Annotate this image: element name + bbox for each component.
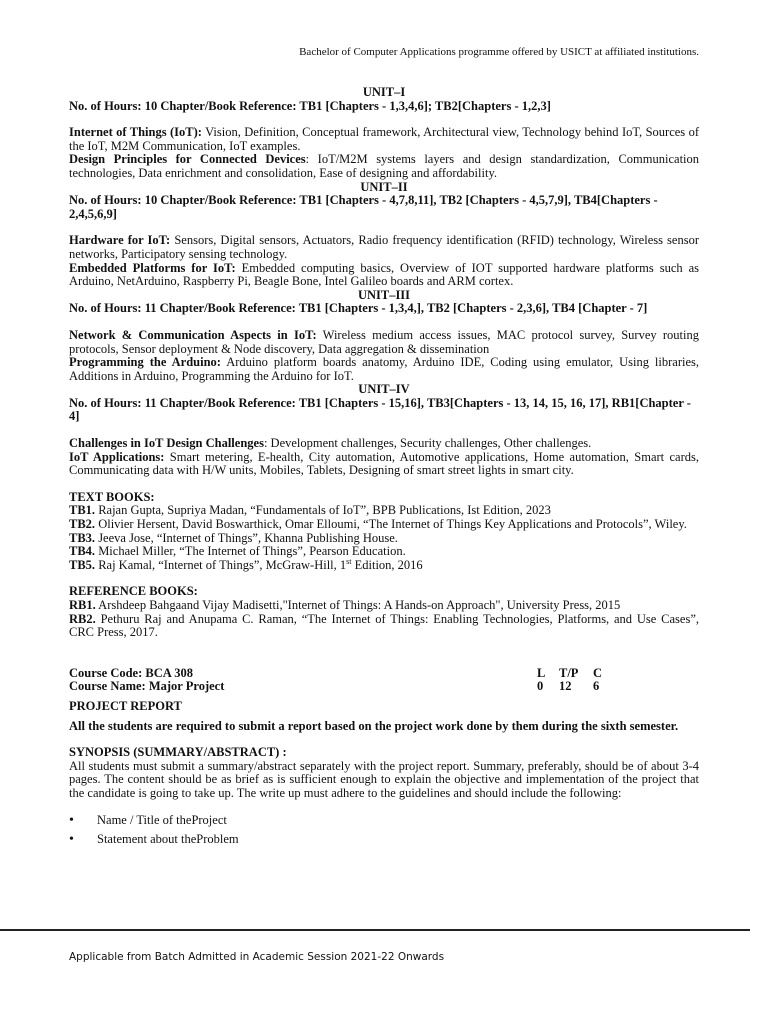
unit-hours: No. of Hours: 10 Chapter/Book Reference: TB1 [Chapters - 1,3,4,6]; TB2[Chapters - 1,2,3] bbox=[69, 98, 551, 113]
synopsis-heading: SYNOPSIS (SUMMARY/ABSTRACT) : bbox=[69, 745, 287, 760]
unit-topic: Programming the Arduino: Arduino platform boards anatomy, Arduino IDE, Coding using emulator, Using libraries, Additions in Arduino, Programming the Arduino for IoT. bbox=[69, 355, 700, 383]
text-book-entry: TB2. Olivier Hersent, David Boswarthick, Omar Elloumi, “The Internet of Things Key Applications and Protocols”, Wiley. bbox=[69, 517, 687, 532]
course-code: Course Code: BCA 308 bbox=[69, 665, 193, 680]
unit-topic: IoT Applications: Smart metering, E-health, City automation, Automotive applications, Home automation, Smart cards, Communicating data with H/W units, Mobiles, Tablets, Designing of smart street lights in smart city. bbox=[69, 449, 699, 478]
unit-hours: No. of Hours: 11 Chapter/Book Reference: TB1 [Chapters - 1,3,4,], TB2 [Chapters - 2,3,6], TB4 [Chapter - 7] bbox=[69, 301, 648, 316]
synopsis-text: All students must submit a summary/abstract separately with the project report. Summary, preferably, should be of about 3-4 pages. The content should be as brief as is sufficient enough to explain the objective and implementation of the project that the candidate is going to take up. The write up must adhere to the guidelines and should include the following: bbox=[69, 758, 699, 800]
unit-title: UNIT–II bbox=[360, 179, 408, 194]
unit-topic: Network & Communication Aspects in IoT: Wireless medium access issues, MAC protocol survey, Survey routing protocols, Sensor deployment & Node discovery, Data aggregation & dissemination bbox=[69, 327, 699, 356]
bullet-item: • Name / Title of theProject bbox=[69, 814, 699, 828]
unit-hours: No. of Hours: 11 Chapter/Book Reference: TB1 [Chapters - 15,16], TB3[Chapters - 13, 14, 15, 16, 17], RB1[Chapter - 4] bbox=[69, 395, 691, 424]
text-book-entry: TB4. Michael Miller, “The Internet of Things”, Pearson Education. bbox=[69, 544, 406, 559]
course-name: Course Name: Major Project bbox=[69, 679, 225, 694]
unit-topic: Hardware for IoT: Sensors, Digital sensors, Actuators, Radio frequency identification (RFID) technology, Wireless sensor networks, Participatory sensing technology. bbox=[69, 233, 699, 261]
footer-divider bbox=[0, 929, 750, 931]
unit-topic: Challenges in IoT Design Challenges: Development challenges, Security challenges, Other challenges. bbox=[69, 436, 592, 451]
unit-hours: No. of Hours: 10 Chapter/Book Reference: TB1 [Chapters - 4,7,8,11], TB2 [Chapters - 4,5,7,9], TB4[Chapters - 2,4,5,6,9] bbox=[69, 193, 658, 221]
unit-topic: Embedded Platforms for IoT: Embedded computing basics, Overview of IOT supported hardware platforms such as Arduino, NetArduino, Raspberry Pi, Beagle Bone, Intel Galileo boards and ARM cortex. bbox=[69, 260, 699, 289]
course-code-row bbox=[69, 667, 699, 681]
bullet-item: • Statement about theProblem bbox=[69, 833, 699, 847]
text-book-entry: TB5. Raj Kamal, “Internet of Things”, McGraw-Hill, 1st Edition, 2016 bbox=[69, 556, 423, 572]
unit-topic: Design Principles for Connected Devices: IoT/M2M systems layers and design standardization, Communication technologies, Data enrichment and consolidation, Ease of designing and affordability. bbox=[69, 152, 700, 180]
programme-header-note: Bachelor of Computer Applications programme offered by USICT at affiliated institutions. bbox=[299, 46, 699, 58]
unit-title: UNIT–IV bbox=[358, 382, 410, 397]
text-book-entry: TB3. Jeeva Jose, “Internet of Things”, Khanna Publishing House. bbox=[69, 530, 398, 545]
text-books-heading: TEXT BOOKS: bbox=[69, 489, 155, 504]
ltp-values: 0 12 6 bbox=[537, 679, 600, 694]
project-report-heading: PROJECT REPORT bbox=[69, 698, 182, 713]
unit-title: UNIT–I bbox=[362, 85, 406, 99]
reference-book-entry: RB2. Pethuru Raj and Anupama C. Raman, “The Internet of Things: Enabling Technologies, Platforms, and Use Cases”, CRC Press, 2017. bbox=[69, 611, 699, 640]
syllabus-content bbox=[69, 86, 699, 853]
reference-book-entry: RB1. Arshdeep Bahgaand Vijay Madisetti,"Internet of Things: A Hands-on Approach", University Press, 2015 bbox=[69, 598, 621, 612]
reference-books-heading: REFERENCE BOOKS: bbox=[69, 584, 198, 599]
synopsis-bullet-list bbox=[69, 814, 699, 847]
ltp-headers: L T/P C bbox=[537, 665, 603, 680]
project-report-text: All the students are required to submit a report based on the project work done by them during the sixth semester. bbox=[69, 718, 679, 733]
course-name-row bbox=[69, 680, 699, 694]
unit-topic: Internet of Things (IoT): Vision, Definition, Conceptual framework, Architectural view, Technology behind IoT, Sources of the IoT, M2M Communication, IoT examples. bbox=[69, 125, 699, 153]
page-footer: Applicable from Batch Admitted in Academic Session 2021-22 Onwards bbox=[69, 951, 445, 963]
unit-title: UNIT–III bbox=[357, 287, 411, 302]
text-book-entry: TB1. Rajan Gupta, Supriya Madan, “Fundamentals of IoT”, BPB Publications, Ist Edition, 2023 bbox=[69, 503, 551, 518]
